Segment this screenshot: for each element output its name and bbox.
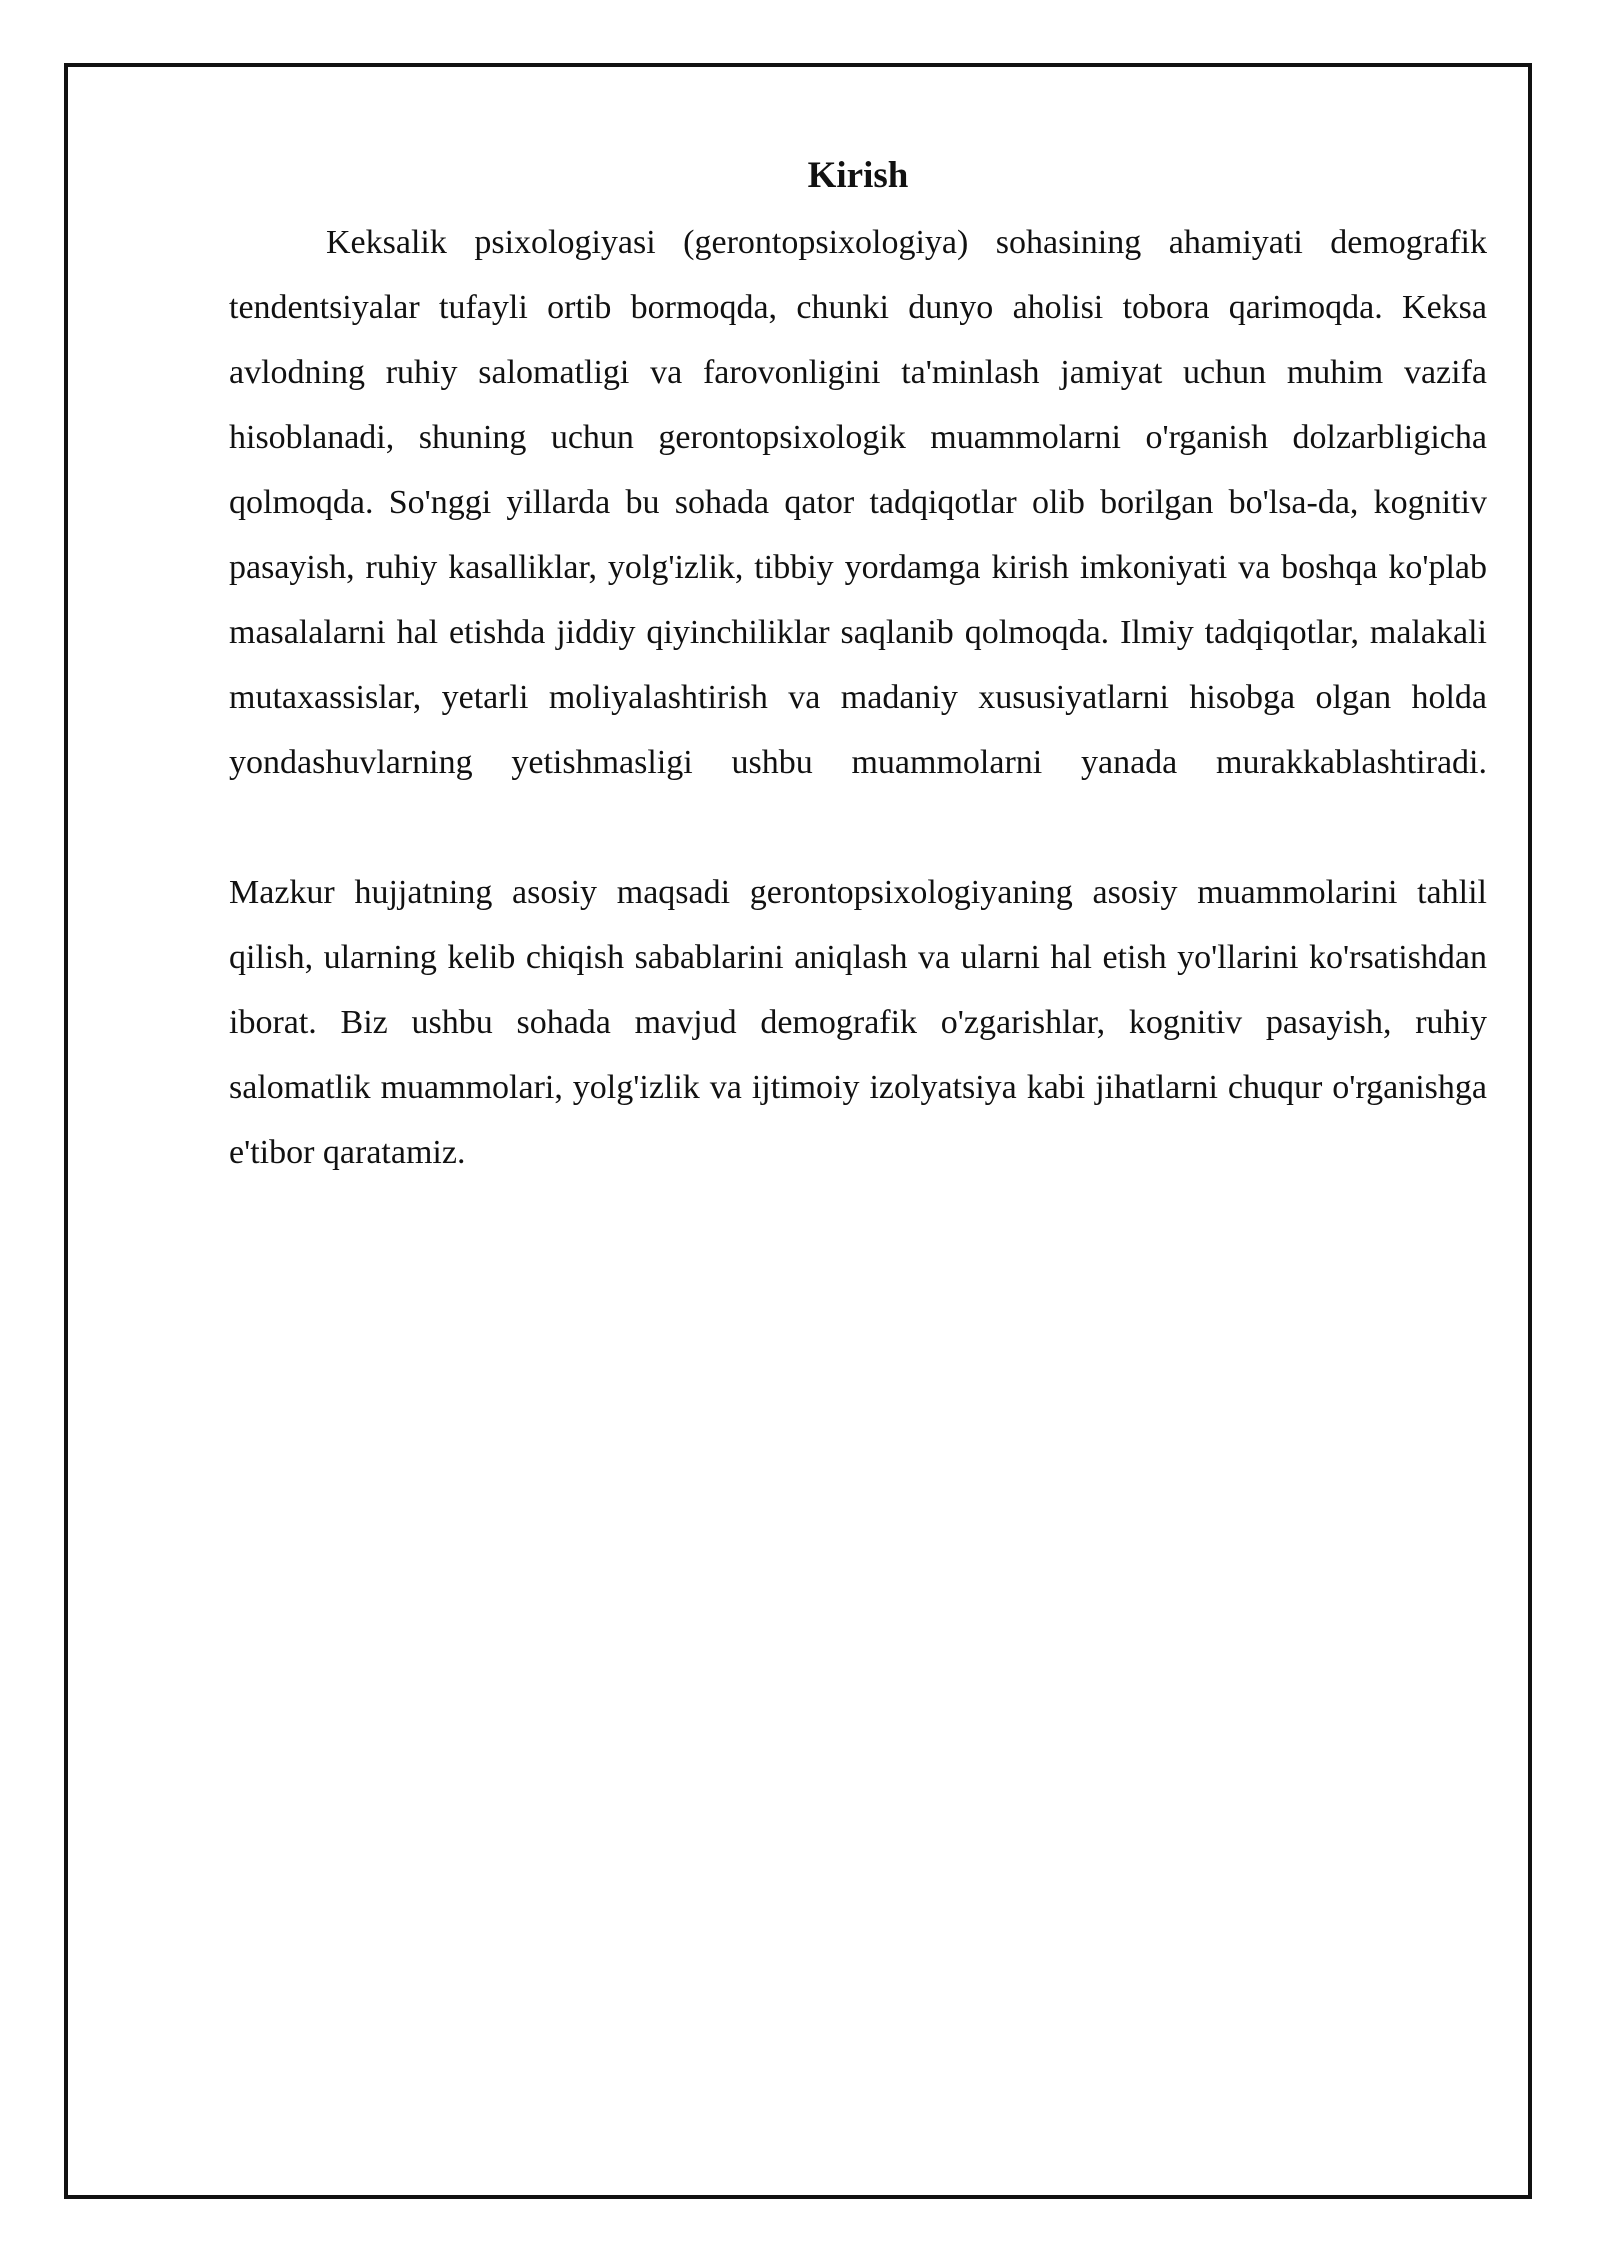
paragraph-introduction: Keksalik psixologiyasi (gerontopsixologiya) sohasining ahamiyati demografik tendentsiyalar tufayli ortib bormoqda, chunki dunyo aholisi tobora qarimoqda. Keksa avlodning ruhiy salomatligi va farovonligini ta'minlash jamiyat uchun muhim vazifa hisoblanadi, shuning uchun gerontopsixologik muammolarni o'rganish dolzarbligicha qolmoqda. So'nggi yillarda bu sohada qator tadqiqotlar olib borilgan bo'lsa-da, kognitiv pasayish, ruhiy kasalliklar, yolg'izlik, tibbiy yordamga kirish imkoniyati va boshqa ko'plab masalalarni hal etishda jiddiy qiyinchiliklar saqlanib qolmoqda. Ilmiy tadqiqotlar, malakali mutaxassislar, yetarli moliyalashtirish va madaniy xususiyatlarni hisobga olgan holda yondashuvlarning yetishmasligi ushbu muammolarni yanada murakkablashtiradi.: [229, 224, 1487, 781]
paragraph-spacer: [229, 795, 1487, 860]
paragraph-purpose: Mazkur hujjatning asosiy maqsadi gerontopsixologiyaning asosiy muammolarini tahlil qilish, ularning kelib chiqish sabablarini aniqlash va ularni hal etish yo'llarini ko'rsatishdan iborat. Biz ushbu sohada mavjud demografik o'zgarishlar, kognitiv pasayish, ruhiy salomatlik muammolari, yolg'izlik va ijtimoiy izolyatsiya kabi jihatlarni chuqur o'rganishga e'tibor qaratamiz.: [229, 874, 1487, 1171]
document-body: [229, 150, 1487, 1185]
document-title: Kirish: [807, 155, 909, 196]
